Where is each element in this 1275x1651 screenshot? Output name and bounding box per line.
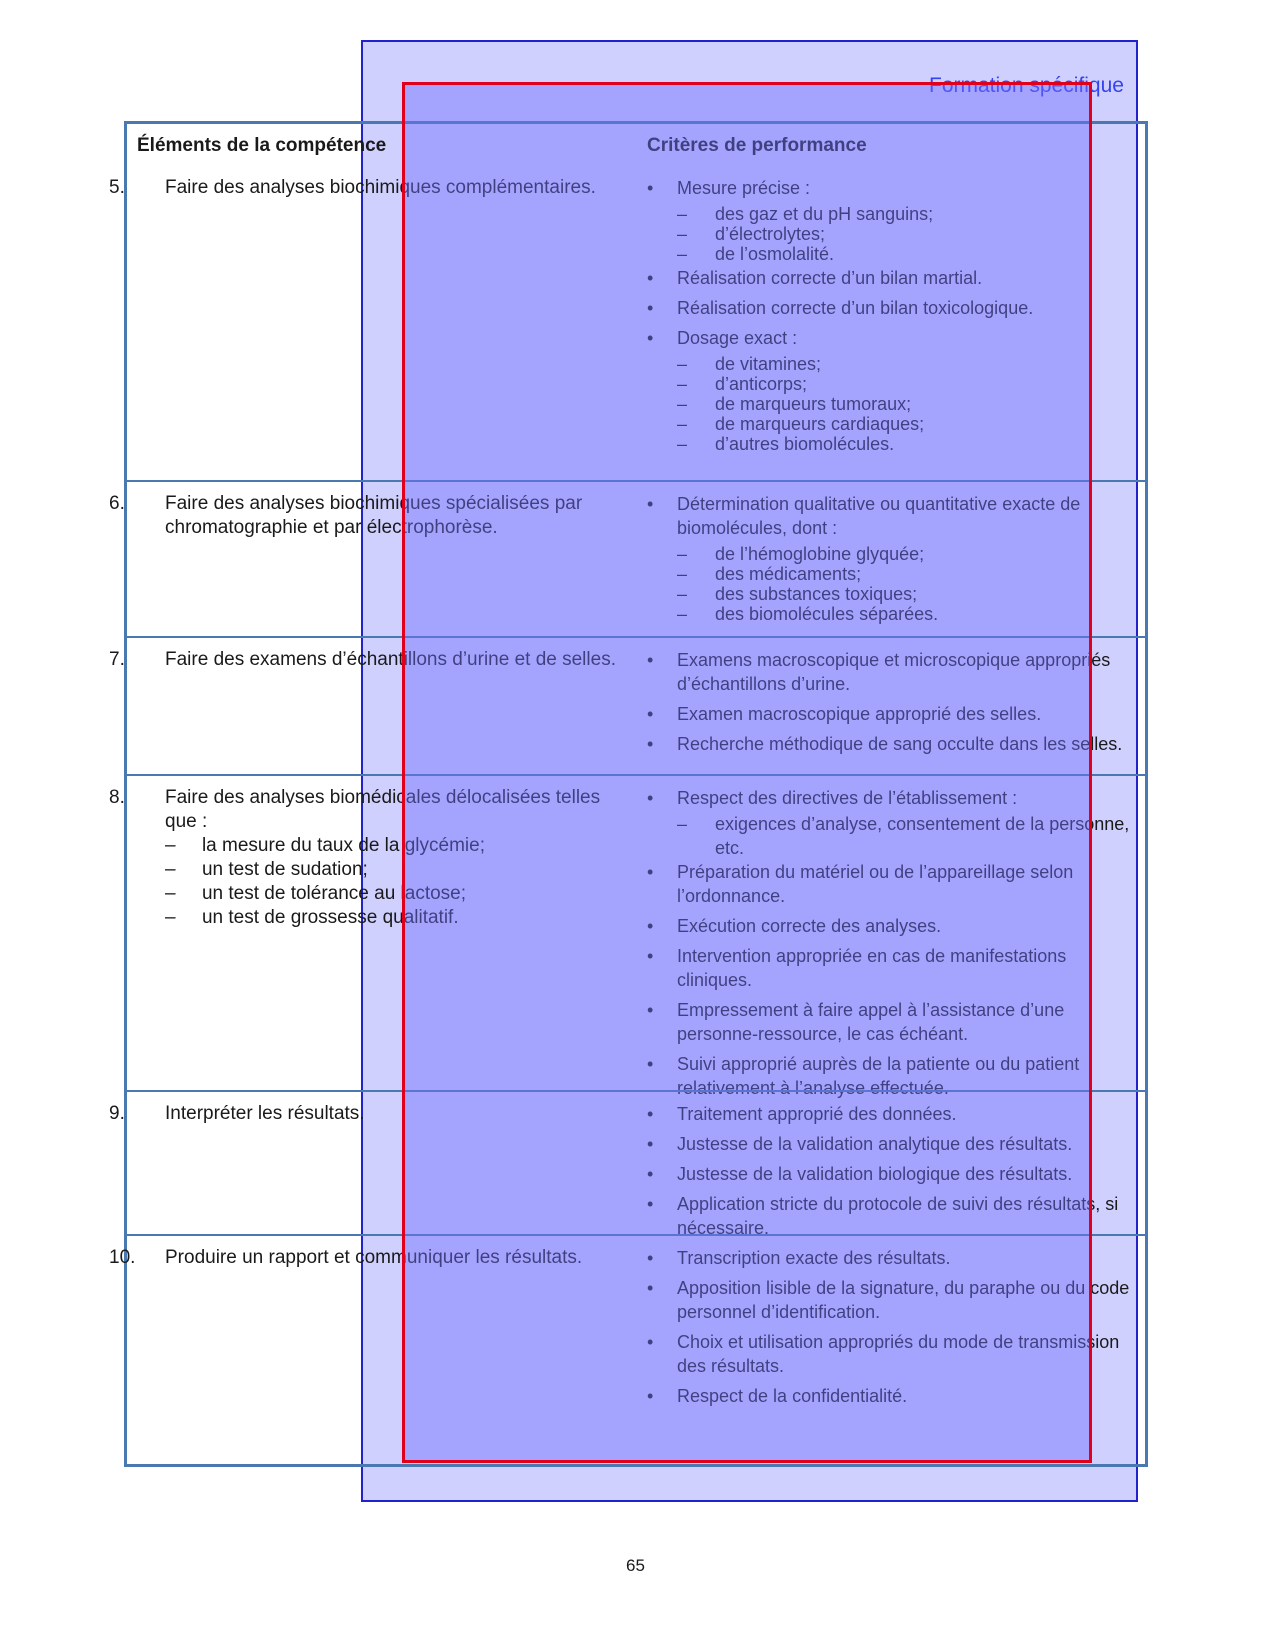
criterion-subitem: – des médicaments;: [647, 562, 1137, 586]
criterion-text: • Respect des directives de l’établissement :: [677, 788, 1018, 808]
criterion-subitem: – de l’osmolalité.: [647, 242, 1137, 266]
col-left-header: Éléments de la compétence: [137, 135, 387, 156]
criterion-subitem: – d’anticorps;: [647, 372, 1137, 396]
criterion-subitem: – d’autres biomolécules.: [647, 432, 1137, 456]
competence-number: 7.: [109, 649, 125, 670]
competence-subitem: – la mesure du taux de la glycémie;: [165, 835, 485, 856]
criterion-subitem: – de marqueurs cardiaques;: [647, 412, 1137, 436]
criterion-text: • Justesse de la validation biologique des résultats.: [677, 1164, 1073, 1184]
criterion-subitem: – des biomolécules séparées.: [647, 602, 1137, 626]
criterion-text: • Justesse de la validation analytique des résultats.: [677, 1134, 1073, 1154]
competence-label: Produire un rapport et communiquer les résultats.: [165, 1247, 583, 1268]
competence-subitem: – un test de sudation;: [165, 859, 368, 880]
criterion-text: • Préparation du matériel ou de l’appareillage selon l’ordonnance.: [677, 862, 1074, 906]
criterion-subitem: – des substances toxiques;: [647, 582, 1137, 606]
criterion-text: • Examens macroscopique et microscopique appropriés d’échantillons d’urine.: [677, 650, 1111, 694]
competence-label: Interpréter les résultats.: [165, 1103, 365, 1124]
competence-label: Faire des analyses biomédicales délocalisées telles que :: [165, 787, 601, 832]
criterion-text: • Traitement approprié des données.: [677, 1104, 957, 1124]
criterion-text: • Réalisation correcte d’un bilan toxicologique.: [677, 298, 1034, 318]
criterion-text: • Exécution correcte des analyses.: [677, 916, 942, 936]
selection-overlay-inner: [402, 82, 1092, 1463]
competence-number: 6.: [109, 493, 125, 514]
criterion-text: • Examen macroscopique approprié des selles.: [677, 704, 1042, 724]
criterion-text: • Dosage exact :: [677, 328, 798, 348]
criterion-text: • Mesure précise :: [677, 178, 811, 198]
competence-number: 9.: [109, 1103, 125, 1124]
criterion-subitem: – des gaz et du pH sanguins;: [647, 202, 1137, 226]
criterion-text: • Détermination qualitative ou quantitative exacte de biomolécules, dont :: [677, 494, 1081, 538]
criterion-subitem: – exigences d’analyse, consentement de la personne, etc.: [647, 812, 1137, 860]
page-number: 65: [626, 1556, 645, 1575]
criterion-text: • Empressement à faire appel à l’assistance d’une personne-ressource, le cas échéant.: [677, 1000, 1065, 1044]
competence-number: 10.: [109, 1247, 136, 1268]
competence-label: Faire des examens d’échantillons d’urine et de selles.: [165, 649, 616, 670]
competence-subitem: – un test de grossesse qualitatif.: [165, 907, 459, 928]
criterion-text: • Choix et utilisation appropriés du mode de transmission des résultats.: [677, 1332, 1120, 1376]
criterion-text: • Intervention appropriée en cas de manifestations cliniques.: [677, 946, 1067, 990]
criterion-subitem: – de l’hémoglobine glyquée;: [647, 542, 1137, 566]
col-right-header: Critères de performance: [647, 135, 867, 156]
criterion-subitem: – de vitamines;: [647, 352, 1137, 376]
criterion-subitem: – de marqueurs tumoraux;: [647, 392, 1137, 416]
criterion-subitem: – d’électrolytes;: [647, 222, 1137, 246]
criterion-text: • Réalisation correcte d’un bilan martial.: [677, 268, 983, 288]
section-title: Formation spécifique: [929, 74, 1124, 97]
criterion-text: • Respect de la confidentialité.: [677, 1386, 908, 1406]
competence-subitem: – un test de tolérance au lactose;: [165, 883, 467, 904]
criterion-text: • Apposition lisible de la signature, du paraphe ou du code personnel d’identification.: [677, 1278, 1130, 1322]
competence-number: 8.: [109, 787, 125, 808]
criterion-text: • Suivi approprié auprès de la patiente ou du patient relativement à l’analyse effectuée.: [677, 1054, 1080, 1098]
competence-number: 5.: [109, 177, 125, 198]
competence-label: Faire des analyses biochimiques complémentaires.: [165, 177, 596, 198]
competence-label: Faire des analyses biochimiques spécialisées par chromatographie et par électrophorèse.: [165, 493, 583, 538]
criterion-text: • Transcription exacte des résultats.: [677, 1248, 951, 1268]
criterion-text: • Recherche méthodique de sang occulte dans les selles.: [677, 734, 1123, 754]
criterion-text: • Application stricte du protocole de suivi des résultats, si nécessaire.: [677, 1194, 1119, 1238]
